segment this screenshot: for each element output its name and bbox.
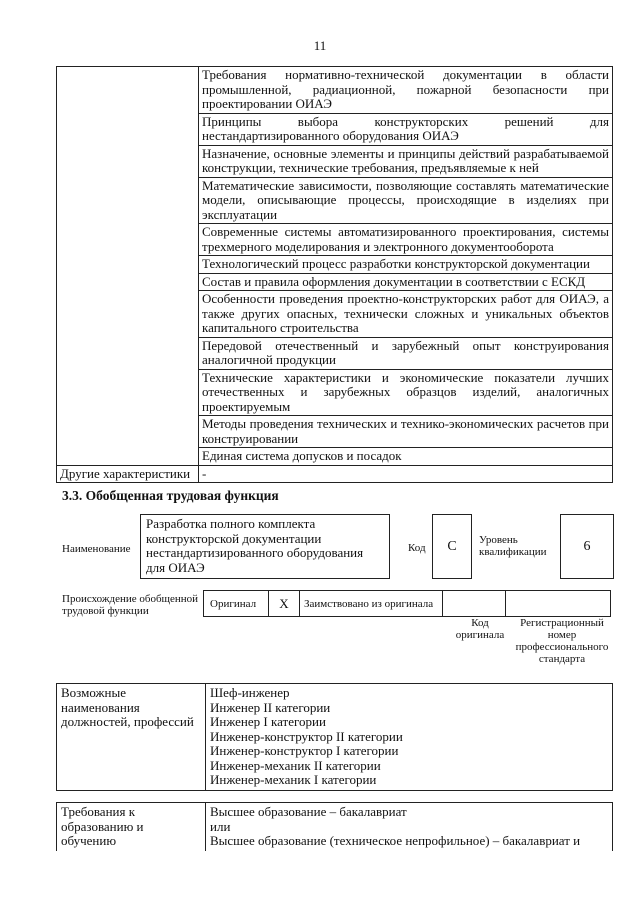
- table-cell: Состав и правила оформления документации в соответствии с ЕСКД: [199, 273, 613, 291]
- table-cell: Математические зависимости, позволяющие составлять математические модели, описывающие процессы, происходящие в изделиях при эксплуатации: [199, 177, 613, 224]
- table-cell: Назначение, основные элементы и принципы действий разрабатываемой конструкции, технические требования, предъявляемые к ней: [199, 145, 613, 177]
- original-mark: X: [268, 590, 300, 617]
- education-table: [56, 802, 613, 851]
- list-item: Инженер-механик I категории: [210, 772, 377, 787]
- empty-label-cell: [57, 67, 199, 466]
- qualification-level-field: 6: [560, 514, 614, 579]
- table-row: [57, 684, 613, 791]
- positions-table: [56, 683, 613, 791]
- table-cell: Технологический процесс разработки конструкторской документации: [199, 256, 613, 274]
- table-cell: Особенности проведения проектно-конструкторских работ для ОИАЭ, а также других опасных, технически сложных и уникальных объектов капитального строительства: [199, 291, 613, 338]
- code-field: C: [432, 514, 472, 579]
- table-cell: Передовой отечественный и зарубежный опыт конструирования аналогичной продукции: [199, 337, 613, 369]
- origin-row: [204, 590, 614, 617]
- table-cell: Принципы выбора конструкторских решений для нестандартизированного оборудования ОИАЭ: [199, 113, 613, 145]
- table-cell: Современные системы автоматизированного проектирования, системы трехмерного моделирования и электронного документооборота: [199, 224, 613, 256]
- list-item: Инженер-конструктор I категории: [210, 743, 399, 758]
- borrowed-label: Заимствовано из оригинала: [299, 590, 443, 617]
- table-row: [57, 67, 613, 114]
- other-characteristics-label: Другие характеристики: [57, 465, 199, 483]
- table-row: [57, 803, 613, 851]
- code-label: Код: [408, 542, 426, 554]
- origin-label: Происхождение обобщенной трудовой функции: [62, 593, 199, 617]
- list-item: Инженер II категории: [210, 699, 331, 715]
- table-cell: Единая система допусков и посадок: [199, 448, 613, 466]
- table-row: [57, 465, 613, 483]
- list-item: Инженер-конструктор II категории: [210, 728, 403, 744]
- original-label: Оригинал: [203, 590, 269, 617]
- list-item: Высшее образование – бакалавриат: [210, 804, 407, 819]
- table-cell: Технические характеристики и экономические показатели лучших отечественных и зарубежных образцов изделий, аналогичных проектируемым: [199, 369, 613, 416]
- origin-code-cell: [442, 590, 506, 617]
- qualification-level-label: Уровень квалификации: [479, 534, 547, 558]
- section-title: 3.3. Обобщенная трудовая функция: [62, 488, 279, 503]
- positions-label: Возможные наименования должностей, профессий: [57, 684, 206, 791]
- list-item: или: [210, 818, 231, 834]
- table-cell: Методы проведения технических и технико-экономических расчетов при конструировании: [199, 416, 613, 448]
- list-item: Инженер I категории: [210, 714, 326, 729]
- other-characteristics-value: -: [199, 465, 613, 483]
- list-item: Высшее образование (техническое непрофильное) – бакалавриат и: [210, 833, 581, 848]
- name-label: Наименование: [62, 543, 131, 555]
- origin-code-caption: Код оригинала: [455, 617, 505, 641]
- education-list: [206, 803, 613, 851]
- reg-number-cell: [505, 590, 611, 617]
- list-item: Шеф-инженер: [210, 685, 290, 700]
- list-item: Инженер-механик II категории: [210, 757, 381, 773]
- reg-number-caption: Регистрационный номер профессионального стандарта: [515, 617, 609, 665]
- name-field: Разработка полного комплекта конструкторской документации нестандартизированного оборудования для ОИАЭ: [140, 514, 390, 579]
- requirements-table: [56, 66, 613, 483]
- page-number: 11: [313, 38, 327, 53]
- education-label: Требования к образованию и обучению: [57, 803, 206, 851]
- positions-list: [206, 684, 613, 791]
- table-cell: Требования нормативно-технической документации в области промышленной, радиационной, пожарной безопасности при проектировании ОИАЭ: [199, 67, 613, 114]
